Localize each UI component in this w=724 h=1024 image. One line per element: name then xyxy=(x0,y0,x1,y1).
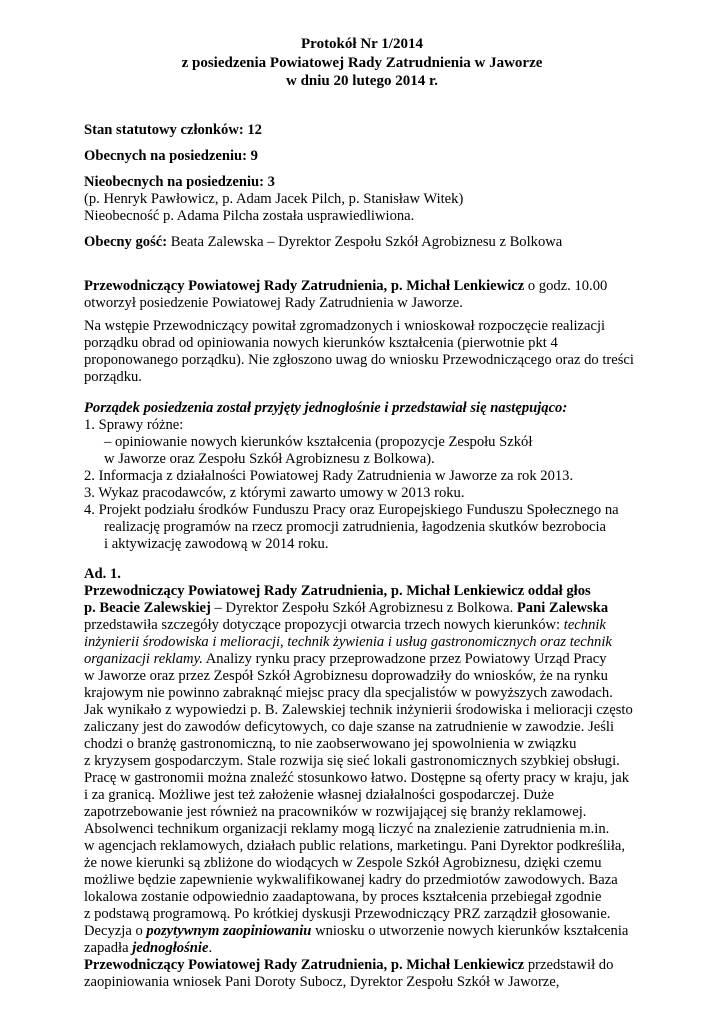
protocol-subtitle: z posiedzenia Powiatowej Rady Zatrudnienia w Jaworze xyxy=(181,54,543,71)
attendance-absent xyxy=(84,174,638,225)
protocol-title: Protokół Nr 1/2014 xyxy=(301,36,423,52)
guest-value: Beata Zalewska – Dyrektor Zespołu Szkół Agrobiznesu z Bolkowa xyxy=(167,234,563,250)
agenda-item-3: 3. Wykaz pracodawców, z którymi zawarto umowy w 2013 roku. xyxy=(84,485,465,501)
welcome-paragraph: Na wstępie Przewodniczący powitał zgromadzonych i wnioskował rozpoczęcie realizacji porządku obrad od opiniowania nowych kierunków kształcenia (pierwotnie pkt 4 proponowanego porządku). Nie zgłoszono uwag do wniosku Przewodniczącego oraz do treści porządku. xyxy=(84,318,634,385)
agenda-item-2: 2. Informacja z działalności Powiatowej Rady Zatrudnienia w Jaworze za rok 2013. xyxy=(84,468,574,484)
guest-line xyxy=(84,234,638,251)
absent-heading: Nieobecnych na posiedzeniu: 3 xyxy=(84,174,275,190)
ad1-heading: Ad. 1. xyxy=(84,566,121,582)
opening-paragraph: Przewodniczący Powiatowej Rady Zatrudnienia, p. Michał Lenkiewicz o godz. 10.00 otworzył posiedzenie Powiatowej Rady Zatrudnienia w Jaworze. xyxy=(84,278,608,311)
attendance-present: Obecnych na posiedzeniu: 9 xyxy=(84,148,258,164)
ad1-section: Ad. 1. Przewodniczący Powiatowej Rady Zatrudnienia, p. Michał Lenkiewicz oddał głos p. Beacie Zalewskiej – Dyrektor Zespołu Szkół Agrobiznesu z Bolkowa. Pani Zalewska przedstawiła szczegóły dotyczące propozycji otwarcia trzech nowych kierunków: technik inżynierii środowiska i melioracji, technik żywienia i usług gastronomicznych oraz technik organizacji reklamy. Analizy rynku pracy przeprowadzone przez Powiatowy Urząd Pracy w Jaworze oraz przez Zespół Szkół Agrobiznesu doprowadziły do wniosków, że na rynku krajowym nie powinno zabraknąć miejsc pracy dla specjalistów w powyższych zawodach. Jak wynikało z wypowiedzi p. B. Zalewskiej technik inżynierii środowiska i melioracji często zaliczany jest do zawodów deficytowych, co daje szanse na zatrudnienie w zawodzie. Jeśli chodzi o branżę gastronomiczną, to nie zaobserwowano jej spowolnienia w związku z kryzysem gospodarczym. Stale rozwija się sieć lokali gastronomicznych szybkiej obsługi. Pracę w gastronomii można znaleźć stosunkowo łatwo. Dostępne są oferty pracy w kraju, jak i za granicą. Możliwe jest też założenie własnej działalności gospodarczej. Duże zapotrzebowanie jest również na pracowników w rozwijającej się branży reklamowej. Absolwenci technikum organizacji reklamy mogą liczyć na znalezienie zatrudnienia m.in. w agencjach reklamowych, działach public relations, marketingu. Pani Dyrektor podkreśliła, że nowe kierunki są zbliżone do wiodących w Zespole Szkół Agrobiznesu, dzięki czemu możliwe będzie zapewnienie wykwalifikowanej kadry do przedmiotów zawodowych. Baza lokalowa zostanie odpowiednio zaadaptowana, by proces kształcenia przebiegał zgodnie z podstawą programową. Po krótkiej dyskusji Przewodniczący PRZ zarządził głosowanie. Decyzja o pozytywnym zaopiniowaniu wniosku o utworzenie nowych kierunków kształcenia zapadła jednogłośnie. Przewodniczący Powiatowej Rady Zatrudnienia, p. Michał Lenkiewicz przedstawił do zaopiniowania wniosek Pani Doroty Subocz, Dyrektor Zespołu Szkół w Jaworze, xyxy=(84,566,638,991)
attendance-statutory: Stan statutowy członków: 12 xyxy=(84,122,262,138)
guest-label: Obecny gość: xyxy=(84,234,168,250)
absent-names: (p. Henryk Pawłowicz, p. Adam Jacek Pilch, p. Stanisław Witek) xyxy=(84,191,464,207)
agenda-heading: Porządek posiedzenia został przyjęty jednogłośnie i przedstawiał się następująco: xyxy=(84,400,568,416)
decision-line: Decyzja o pozytywnym zaopiniowaniu wniosku o utworzenie nowych kierunków kształcenia xyxy=(84,923,629,939)
protocol-date: w dniu 20 lutego 2014 r. xyxy=(286,73,438,89)
agenda-item-1: 1. Sprawy różne: xyxy=(84,417,184,433)
absent-note: Nieobecność p. Adama Pilcha została usprawiedliwiona. xyxy=(84,208,415,224)
protocol-header xyxy=(0,35,724,91)
agenda: Porządek posiedzenia został przyjęty jednogłośnie i przedstawiał się następująco: 1. Sprawy różne: – opiniowanie nowych kierunków kształcenia (propozycje Zespołu Szkół w Jaworze oraz Zespołu Szkół Agrobiznesu z Bolkowa). 2. Informacja z działalności Powiatowej Rady Zatrudnienia w Jaworze za rok 2013. 3. Wykaz pracodawców, z którymi zawarto umowy w 2013 roku. 4. Projekt podziału środków Funduszu Pracy oraz Europejskiego Funduszu Społecznego na realizację programów na rzecz promocji zatrudnienia, łagodzenia skutków bezrobocia i aktywizację zawodową w 2014 roku. xyxy=(84,400,638,553)
agenda-item-4: 4. Projekt podziału środków Funduszu Pracy oraz Europejskiego Funduszu Społecznego na xyxy=(84,502,619,518)
